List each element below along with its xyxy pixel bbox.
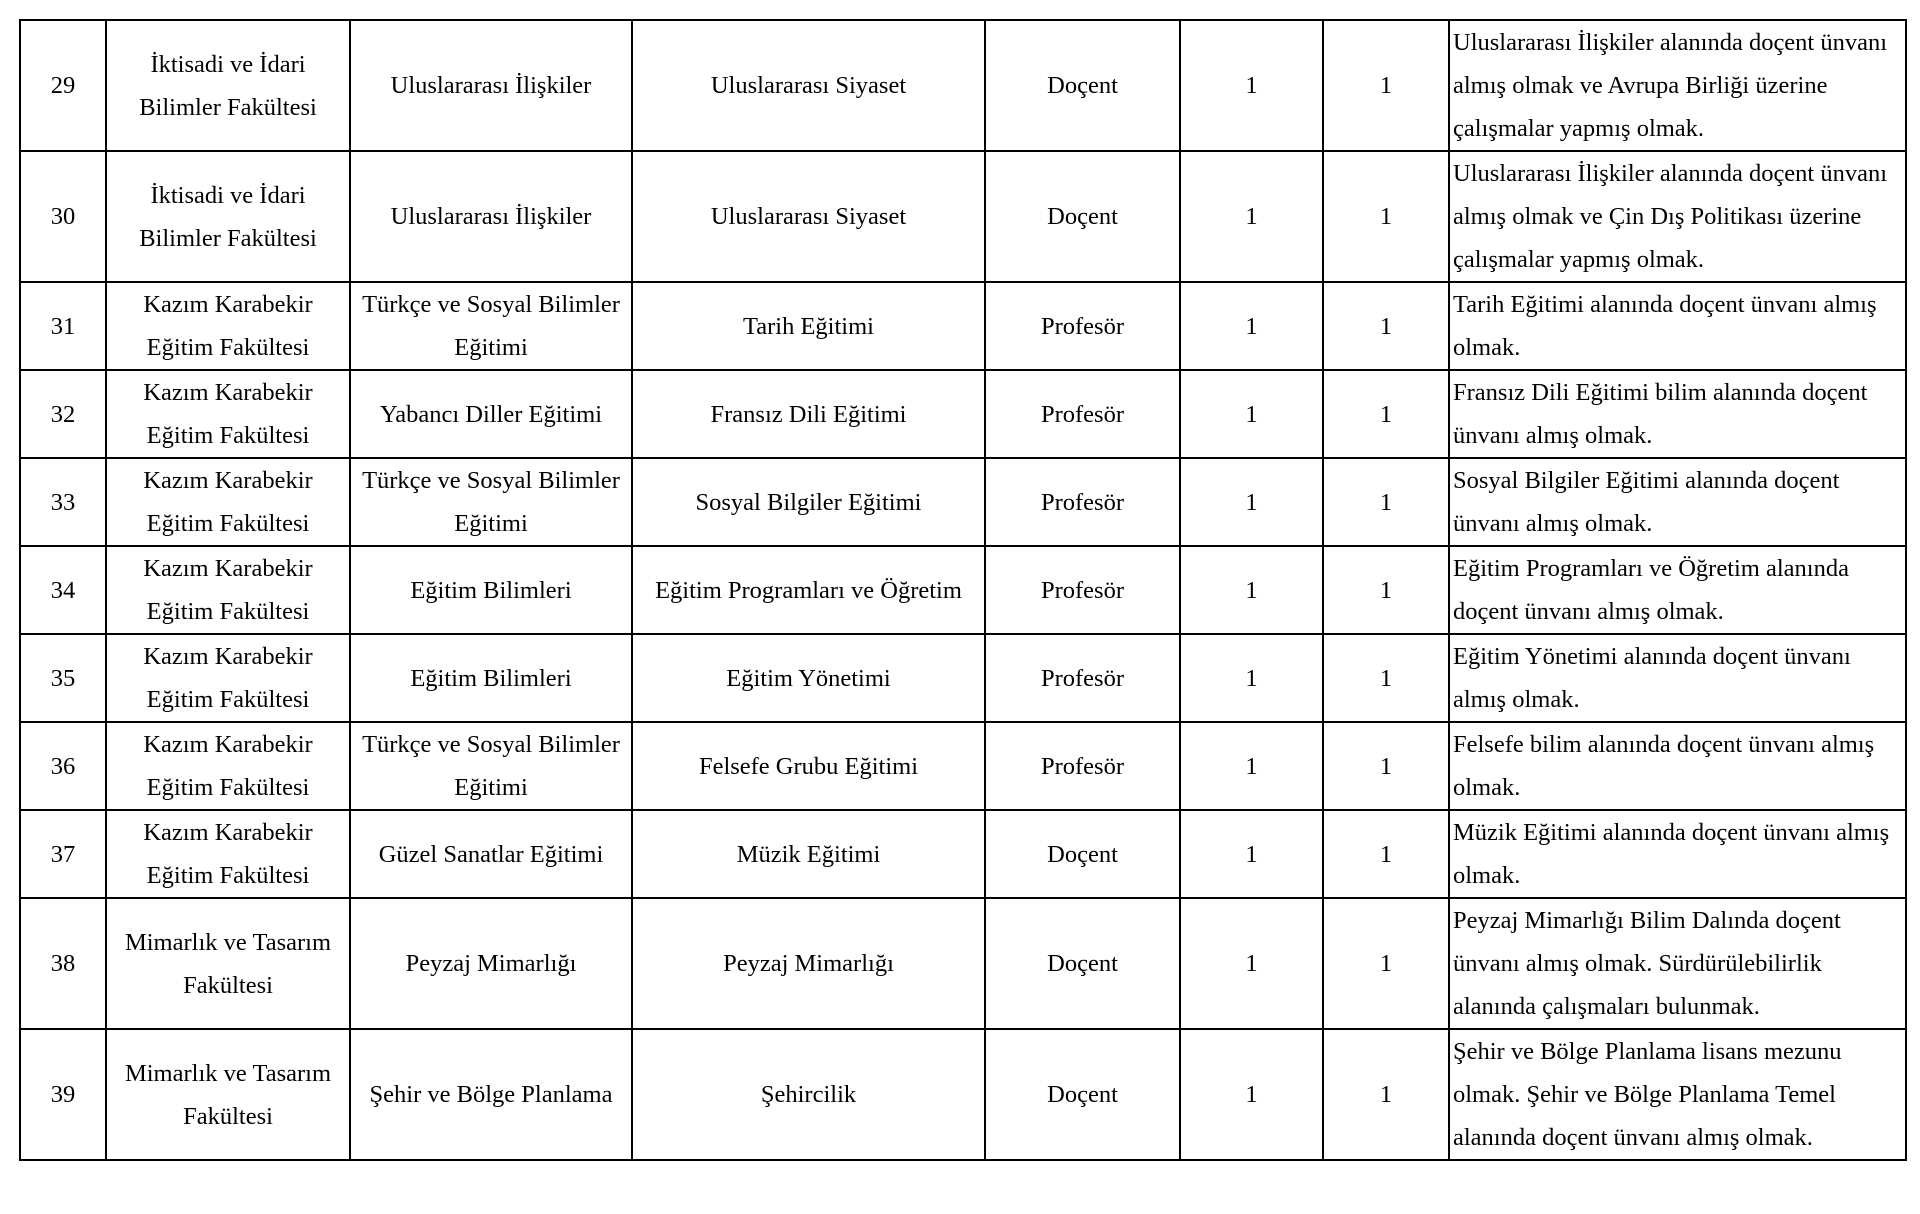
field-cell: Uluslararası Siyaset — [632, 20, 985, 151]
requirement-cell: Müzik Eğitimi alanında doçent ünvanı almış olmak. — [1449, 810, 1906, 898]
row-number: 29 — [20, 20, 106, 151]
title-cell: Profesör — [985, 458, 1180, 546]
row-number: 38 — [20, 898, 106, 1029]
count-cell: 1 — [1323, 282, 1449, 370]
faculty-cell: Kazım Karabekir Eğitim Fakültesi — [106, 722, 350, 810]
count-cell: 1 — [1323, 898, 1449, 1029]
department-cell: Şehir ve Bölge Planlama — [350, 1029, 632, 1160]
faculty-cell: İktisadi ve İdari Bilimler Fakültesi — [106, 151, 350, 282]
title-cell: Doçent — [985, 1029, 1180, 1160]
row-number: 35 — [20, 634, 106, 722]
requirement-cell: Şehir ve Bölge Planlama lisans mezunu olmak. Şehir ve Bölge Planlama Temel alanında doçent ünvanı almış olmak. — [1449, 1029, 1906, 1160]
table-row — [20, 151, 1906, 282]
count-cell: 1 — [1323, 722, 1449, 810]
title-cell: Doçent — [985, 20, 1180, 151]
table-row — [20, 898, 1906, 1029]
requirement-cell: Uluslararası İlişkiler alanında doçent ünvanı almış olmak ve Çin Dış Politikası üzerine çalışmalar yapmış olmak. — [1449, 151, 1906, 282]
degree-cell: 1 — [1180, 898, 1323, 1029]
row-number: 37 — [20, 810, 106, 898]
field-cell: Müzik Eğitimi — [632, 810, 985, 898]
department-cell: Uluslararası İlişkiler — [350, 151, 632, 282]
degree-cell: 1 — [1180, 546, 1323, 634]
degree-cell: 1 — [1180, 458, 1323, 546]
title-cell: Doçent — [985, 151, 1180, 282]
count-cell: 1 — [1323, 634, 1449, 722]
title-cell: Profesör — [985, 722, 1180, 810]
faculty-cell: Kazım Karabekir Eğitim Fakültesi — [106, 810, 350, 898]
faculty-cell: Kazım Karabekir Eğitim Fakültesi — [106, 634, 350, 722]
degree-cell: 1 — [1180, 634, 1323, 722]
field-cell: Eğitim Yönetimi — [632, 634, 985, 722]
department-cell: Uluslararası İlişkiler — [350, 20, 632, 151]
table-row — [20, 634, 1906, 722]
count-cell: 1 — [1323, 370, 1449, 458]
title-cell: Profesör — [985, 370, 1180, 458]
requirement-cell: Eğitim Yönetimi alanında doçent ünvanı almış olmak. — [1449, 634, 1906, 722]
department-cell: Türkçe ve Sosyal Bilimler Eğitimi — [350, 458, 632, 546]
department-cell: Peyzaj Mimarlığı — [350, 898, 632, 1029]
field-cell: Sosyal Bilgiler Eğitimi — [632, 458, 985, 546]
field-cell: Uluslararası Siyaset — [632, 151, 985, 282]
table-body — [20, 20, 1906, 1160]
row-number: 36 — [20, 722, 106, 810]
table-row — [20, 282, 1906, 370]
degree-cell: 1 — [1180, 151, 1323, 282]
faculty-positions-table — [19, 19, 1907, 1161]
field-cell: Eğitim Programları ve Öğretim — [632, 546, 985, 634]
row-number: 33 — [20, 458, 106, 546]
table-row — [20, 546, 1906, 634]
table-row — [20, 458, 1906, 546]
department-cell: Güzel Sanatlar Eğitimi — [350, 810, 632, 898]
degree-cell: 1 — [1180, 810, 1323, 898]
field-cell: Felsefe Grubu Eğitimi — [632, 722, 985, 810]
row-number: 39 — [20, 1029, 106, 1160]
department-cell: Eğitim Bilimleri — [350, 634, 632, 722]
degree-cell: 1 — [1180, 370, 1323, 458]
degree-cell: 1 — [1180, 1029, 1323, 1160]
title-cell: Profesör — [985, 634, 1180, 722]
department-cell: Yabancı Diller Eğitimi — [350, 370, 632, 458]
row-number: 32 — [20, 370, 106, 458]
requirement-cell: Uluslararası İlişkiler alanında doçent ünvanı almış olmak ve Avrupa Birliği üzerine çalışmalar yapmış olmak. — [1449, 20, 1906, 151]
degree-cell: 1 — [1180, 20, 1323, 151]
faculty-cell: Kazım Karabekir Eğitim Fakültesi — [106, 282, 350, 370]
requirement-cell: Eğitim Programları ve Öğretim alanında doçent ünvanı almış olmak. — [1449, 546, 1906, 634]
requirement-cell: Felsefe bilim alanında doçent ünvanı almış olmak. — [1449, 722, 1906, 810]
field-cell: Peyzaj Mimarlığı — [632, 898, 985, 1029]
department-cell: Türkçe ve Sosyal Bilimler Eğitimi — [350, 282, 632, 370]
faculty-cell: Mimarlık ve Tasarım Fakültesi — [106, 1029, 350, 1160]
title-cell: Profesör — [985, 282, 1180, 370]
count-cell: 1 — [1323, 546, 1449, 634]
field-cell: Fransız Dili Eğitimi — [632, 370, 985, 458]
degree-cell: 1 — [1180, 722, 1323, 810]
row-number: 34 — [20, 546, 106, 634]
row-number: 30 — [20, 151, 106, 282]
faculty-cell: İktisadi ve İdari Bilimler Fakültesi — [106, 20, 350, 151]
requirement-cell: Fransız Dili Eğitimi bilim alanında doçent ünvanı almış olmak. — [1449, 370, 1906, 458]
field-cell: Şehircilik — [632, 1029, 985, 1160]
degree-cell: 1 — [1180, 282, 1323, 370]
faculty-cell: Kazım Karabekir Eğitim Fakültesi — [106, 546, 350, 634]
row-number: 31 — [20, 282, 106, 370]
faculty-cell: Mimarlık ve Tasarım Fakültesi — [106, 898, 350, 1029]
field-cell: Tarih Eğitimi — [632, 282, 985, 370]
count-cell: 1 — [1323, 1029, 1449, 1160]
title-cell: Profesör — [985, 546, 1180, 634]
table-row — [20, 722, 1906, 810]
faculty-cell: Kazım Karabekir Eğitim Fakültesi — [106, 370, 350, 458]
count-cell: 1 — [1323, 810, 1449, 898]
count-cell: 1 — [1323, 20, 1449, 151]
requirement-cell: Tarih Eğitimi alanında doçent ünvanı almış olmak. — [1449, 282, 1906, 370]
title-cell: Doçent — [985, 810, 1180, 898]
table-row — [20, 20, 1906, 151]
table-row — [20, 1029, 1906, 1160]
requirement-cell: Peyzaj Mimarlığı Bilim Dalında doçent ünvanı almış olmak. Sürdürülebilirlik alanında çalışmaları bulunmak. — [1449, 898, 1906, 1029]
table-row — [20, 810, 1906, 898]
table-row — [20, 370, 1906, 458]
department-cell: Eğitim Bilimleri — [350, 546, 632, 634]
count-cell: 1 — [1323, 458, 1449, 546]
title-cell: Doçent — [985, 898, 1180, 1029]
document-page — [19, 19, 1905, 1161]
requirement-cell: Sosyal Bilgiler Eğitimi alanında doçent ünvanı almış olmak. — [1449, 458, 1906, 546]
faculty-cell: Kazım Karabekir Eğitim Fakültesi — [106, 458, 350, 546]
department-cell: Türkçe ve Sosyal Bilimler Eğitimi — [350, 722, 632, 810]
count-cell: 1 — [1323, 151, 1449, 282]
